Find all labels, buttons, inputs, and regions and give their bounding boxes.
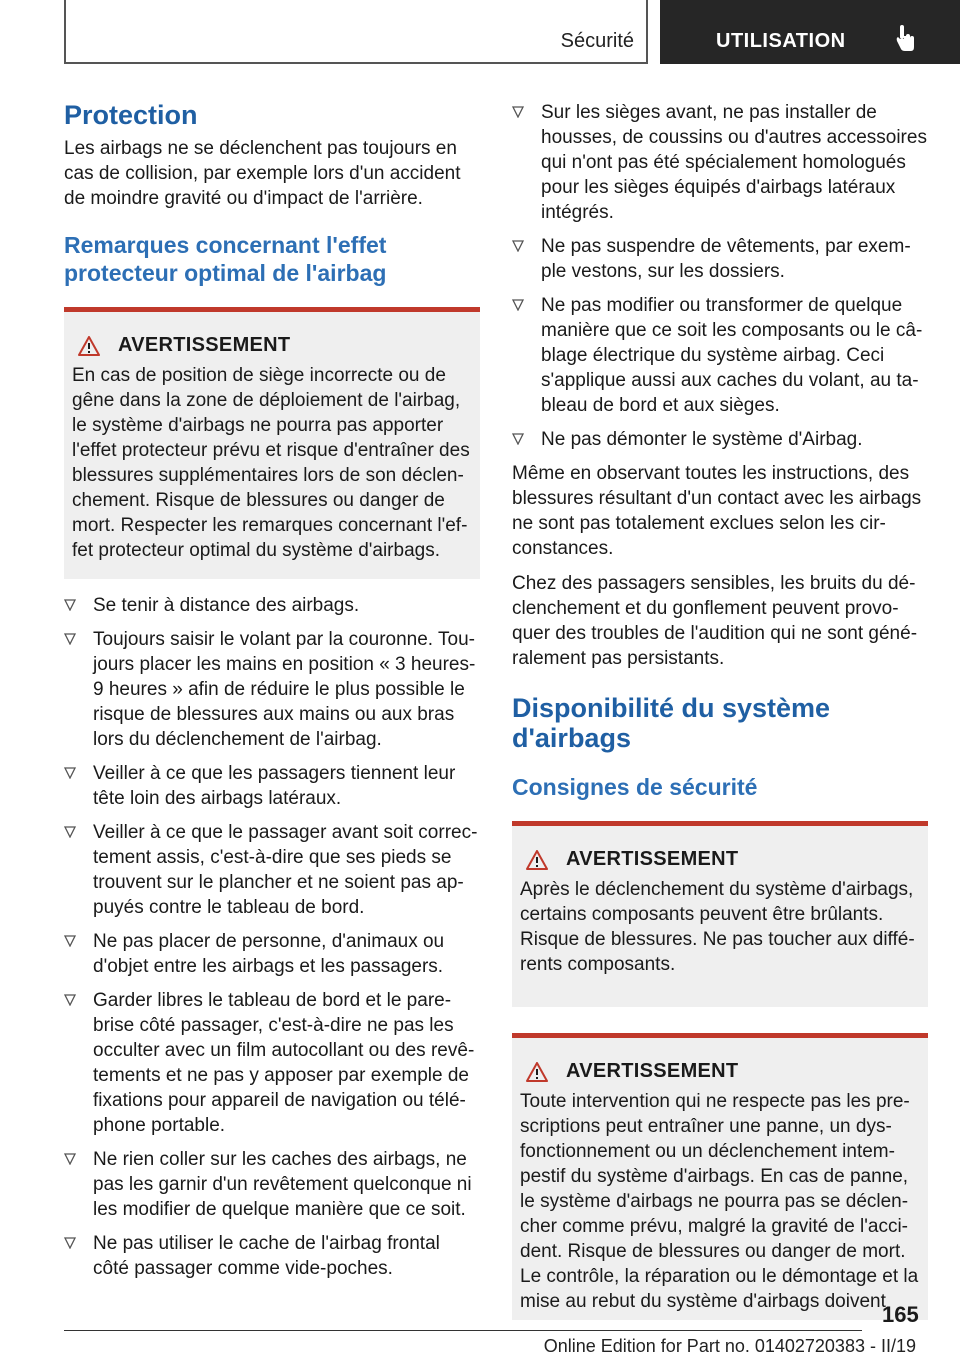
list-item: Ne pas modifier ou transformer de quelque manière que ce soit les composants ou le câblage électrique du système airbag. Ceci s'applique aussi aux caches du volant, au tableau de bord et aux sièges.: [512, 293, 928, 418]
safety-list-right: [512, 100, 928, 452]
header-section-box: [64, 0, 648, 64]
header-section-title: Sécurité: [560, 30, 634, 52]
warning-box: [64, 307, 480, 579]
triangle-bullet-icon: [512, 433, 524, 445]
paragraph-injuries: Même en observant toutes les instructions, des blessures résultant d'un contact avec les airbags ne sont pas totalement exclues selon les circonstances.: [512, 463, 922, 559]
list-item: Ne pas suspendre de vêtements, par exemple vestons, sur les dossiers.: [512, 234, 928, 284]
subheading-consignes: Consignes de sécurité: [512, 774, 758, 800]
list-item: Ne pas utiliser le cache de l'airbag frontal côté passager comme vide-poches.: [64, 1231, 480, 1281]
header-chapter-tab: [660, 0, 960, 64]
page-number: 165: [882, 1302, 919, 1327]
footer-edition: Online Edition for Part no. 01402720383 - II/19: [543, 1336, 916, 1356]
hand-pointer-icon: [894, 24, 916, 52]
left-column: [64, 100, 480, 1290]
warning-title: AVERTISSEMENT: [566, 1060, 739, 1082]
section-heading-protection: Protection: [64, 100, 198, 130]
section-heading-disponibilite: Disponibilité du système d'airbags: [512, 693, 831, 753]
list-item: Ne pas démonter le système d'Airbag.: [512, 427, 928, 452]
list-item: Ne pas placer de personne, d'animaux ou d'objet entre les airbags et les passagers.: [64, 929, 480, 979]
warning-title: AVERTISSEMENT: [118, 334, 291, 356]
triangle-bullet-icon: [512, 299, 524, 311]
triangle-bullet-icon: [64, 1237, 76, 1249]
list-item: Se tenir à distance des airbags.: [64, 593, 480, 618]
safety-list-left: [64, 593, 480, 1281]
triangle-bullet-icon: [64, 633, 76, 645]
warning-triangle-icon: [78, 336, 100, 356]
triangle-bullet-icon: [64, 1153, 76, 1165]
list-item: Garder libres le tableau de bord et le pare-brise côté passager, c'est-à-dire ne pas les occulter avec un film autocollant ou des revêtements et ne pas y apposer par exemple de fixations pour appareil de navigation ou téléphone portable.: [64, 988, 480, 1138]
triangle-bullet-icon: [64, 826, 76, 838]
warning-triangle-icon: [526, 850, 548, 870]
triangle-bullet-icon: [64, 767, 76, 779]
warning-title: AVERTISSEMENT: [566, 848, 739, 870]
warning-text: Après le déclenchement du système d'airbags, certains composants peuvent être brûlants. Risque de blessures. Ne pas toucher aux différents composants.: [520, 879, 915, 975]
list-item: Toujours saisir le volant par la couronne. Toujours placer les mains en position « 3 heures-9 heures » afin de réduire le plus possible le risque de blessures aux mains ou aux bras lors du déclenchement de l'airbag.: [64, 627, 480, 752]
footer-divider: [64, 1330, 862, 1331]
triangle-bullet-icon: [64, 994, 76, 1006]
subheading-remarques: Remarques concernant l'effet protecteur optimal de l'airbag: [64, 232, 387, 286]
list-item: Sur les sièges avant, ne pas installer de housses, de coussins ou d'autres accessoires qui n'ont pas été spécialement homologués pour les sièges équipés d'airbags latéraux intégrés.: [512, 100, 928, 225]
warning-triangle-icon: [526, 1062, 548, 1082]
paragraph-hearing: Chez des passagers sensibles, les bruits du déclenchement et du gonflement peuvent provoquer des troubles de l'audition qui ne sont généralement pas persistants.: [512, 573, 918, 669]
triangle-bullet-icon: [512, 240, 524, 252]
right-column: [512, 100, 928, 1334]
triangle-bullet-icon: [64, 935, 76, 947]
triangle-bullet-icon: [512, 106, 524, 118]
triangle-bullet-icon: [64, 599, 76, 611]
protection-intro: Les airbags ne se déclenchent pas toujours en cas de collision, par exemple lors d'un accident de moindre gravité ou d'impact de l'arrière.: [64, 138, 461, 209]
warning-box: [512, 821, 928, 1007]
list-item: Veiller à ce que le passager avant soit correctement assis, c'est-à-dire que ses pieds se trouvent sur le plancher et ne soient pas appuyés contre le tableau de bord.: [64, 820, 480, 920]
list-item: Ne rien coller sur les caches des airbags, ne pas les garnir d'un revêtement quelconque ni les modifier de quelque manière que ce soit.: [64, 1147, 480, 1222]
header-chapter-label: UTILISATION: [716, 30, 846, 52]
warning-box: [512, 1033, 928, 1320]
warning-text: Toute intervention qui ne respecte pas les prescriptions peut entraîner une panne, un dysfonctionnement ou un déclenchement intempestif du système d'airbags. En cas de panne, le système d'airbags ne pourra pas se déclencher comme prévu, malgré la gravité de l'accident. Risque de blessures ou danger de mort. Le contrôle, la réparation ou le démontage et la mise au rebut du système d'airbags doivent: [520, 1091, 919, 1312]
warning-text: En cas de position de siège incorrecte ou de gêne dans la zone de déploiement de l'airbag, le système d'airbags ne pourra pas apporter l'effet protecteur prévu et risque d'entraîner des blessures supplémentaires lors de son déclenchement. Risque de blessures ou danger de mort. Respecter les remarques concernant l'effet protecteur optimal du système d'airbags.: [72, 365, 470, 561]
list-item: Veiller à ce que les passagers tiennent leur tête loin des airbags latéraux.: [64, 761, 480, 811]
